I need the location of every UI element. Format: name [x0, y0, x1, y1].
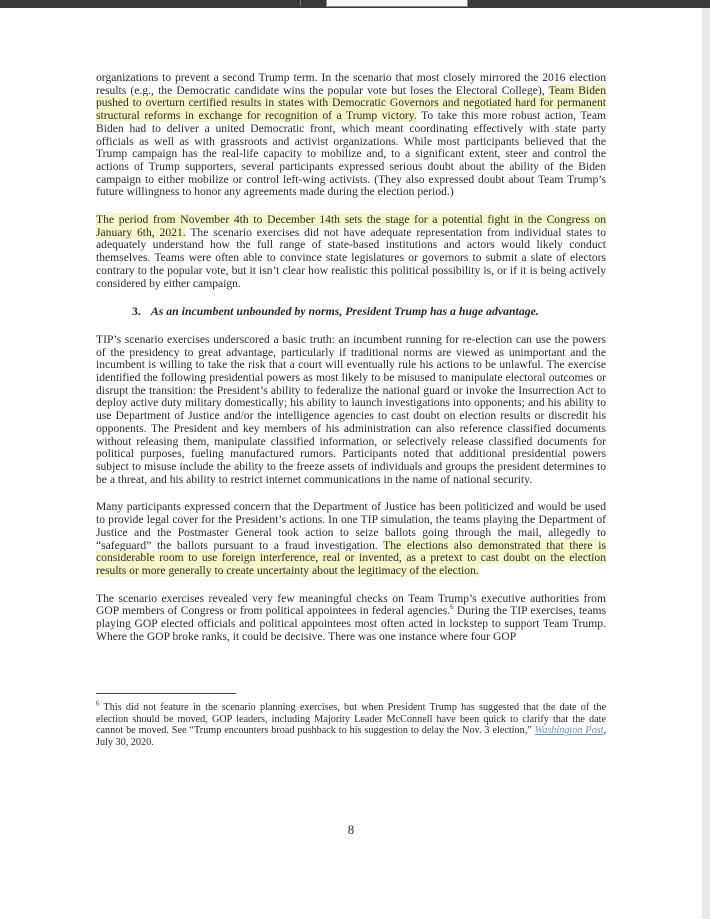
paragraph-1	[96, 72, 606, 199]
section-heading	[96, 305, 606, 318]
text-run: The scenario exercises did not have adequate representation from individual states to adequately understand how the full range of state-based institutions and actors would likely conduct themselves. Teams were often able to convince state legislatures or governors to submit a slate of electors contrary to the popular vote, but it isn’t clear how realistic this political possibility is, or if it is being actively considered by either campaign.	[96, 225, 606, 290]
text-run: organizations to prevent a second Trump term. In the scenario that most closely mirrored the 2016 election results (e.g., the Democratic candidate wins the popular vote but loses the Electoral College),	[96, 71, 606, 97]
viewer-scrollbar[interactable]	[702, 8, 710, 919]
paragraph-4	[96, 501, 606, 577]
highlighted-text: The elections also demonstrated that there is considerable room to use foreign interference, real or invented, as a pretext to cast doubt on the election results or more generally to create uncertainty about the legitimacy of the election.	[96, 538, 606, 577]
footnote	[96, 699, 606, 748]
section-number: 3.	[132, 304, 141, 319]
footnote-text: This did not feature in the scenario planning exercises, but when President Trump has suggested that the date of the election should be moved, GOP leaders, including Majority Leader McConnell have been quick to clarify that the date cannot be moved. See “Trump encounters broad pushback to his suggestion to delay the Nov. 3 election,”	[96, 702, 606, 737]
paragraph-3	[96, 334, 606, 486]
highlighted-text: The period from November 4th to December 14th sets the stage for a potential fight in the Congress on January 6th, 2021.	[96, 213, 606, 239]
document-page	[0, 8, 702, 919]
footnote-reference[interactable]: 6	[450, 603, 454, 612]
page-input-field[interactable]	[326, 0, 468, 7]
text-run: Many participants expressed concern that the Department of Justice has been politicized and would be used to provide legal cover for the President’s actions. In one TIP simulation, the teams playing the Department of Justice and the Postmaster General took action to seize ballots going through the mail, allegedly to “safeguard” the ballots pursuant to a fraud investigation.	[96, 500, 606, 552]
footnote-source-link[interactable]: Washington Post	[534, 725, 604, 737]
text-run: During the TIP exercises, teams playing GOP elected officials and political appointees most often acted in lockstep to support Team Trump. Where the GOP broke ranks, it could be decisive. There was one instance where four GOP	[96, 604, 606, 643]
toolbar-separator	[300, 0, 301, 6]
page-body	[96, 72, 606, 658]
paragraph-2	[96, 214, 606, 290]
footnote-marker: 6	[96, 699, 100, 708]
highlighted-text: Team Biden pushed to overturn certified results in states with Democratic Governors and negotiated hard for permanent structural reforms in exchange for recognition of a Trump victory.	[96, 83, 606, 123]
section-heading-text: As an incumbent unbounded by norms, President Trump has a huge advantage.	[150, 304, 539, 319]
page-number: 8	[347, 822, 355, 837]
viewer-toolbar	[0, 0, 710, 8]
text-run: The scenario exercises revealed very few meaningful checks on Team Trump’s executive authorities from GOP members of Congress or from political appointees in federal agencies.	[96, 591, 606, 618]
text-run: To take this more robust action, Team Biden had to deliver a united Democratic front, which meant coordinating effectively with state party officials as well as with grassroots and activist organizations. While most participants believed that the Trump campaign has the real-life capacity to mobilize and, to a significant extent, steer and control the actions of Trump supporters, several participants expressed serious doubt about the ability of the Biden campaign to either mobilize or control left-wing activists. (They also expressed doubt about Team Trump’s future willingness to honor any agreements made during the election period.)	[96, 109, 606, 199]
footnote-divider	[96, 693, 236, 694]
text-run: TIP’s scenario exercises underscored a basic truth: an incumbent running for re-election can use the powers of the presidency to great advantage, particularly if traditional norms are viewed as unimportant and the incumbent is willing to take the risk that a court will eventually rule his actions to be unlawful. The exercise identified the following presidential powers as most likely to be misused to manipulate electoral outcomes or disrupt the transition: the President’s ability to federalize the national guard or invoke the Insurrection Act to deploy active duty military domestically; his ability to launch investigations into opponents; and his ability to use Department of Justice and/or the intelligence agencies to cast doubt on election results or discredit his opponents. The President and key members of his administration can also reference classified documents without releasing them, manipulate classified information, or selectively release classified documents for political purposes, fueling manufactured rumors. Participants noted that additional presidential powers subject to misuse include the ability to the freeze assets of individuals and groups the president determines to be a threat, and his ability to restrict internet communications in the name of national security.	[96, 332, 606, 486]
paragraph-5	[96, 593, 606, 644]
footnote-date: , July 30, 2020.	[96, 725, 606, 748]
